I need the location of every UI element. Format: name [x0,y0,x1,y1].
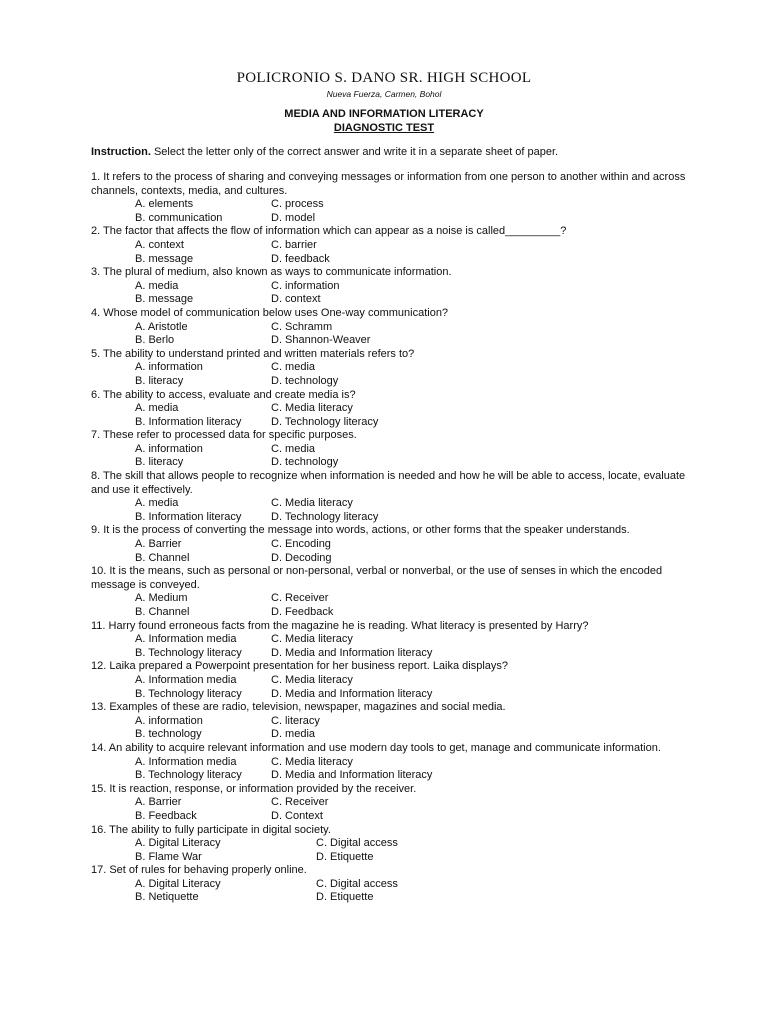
question-text: 13. Examples of these are radio, television, newspaper, magazines and social media. [91,701,506,714]
option-row [91,456,691,470]
option-row [91,688,691,702]
question-item [91,660,691,701]
option-c: C. Media literacy [271,402,353,415]
question-text: 5. The ability to understand printed and written materials refers to? [91,347,415,360]
option-c: C. information [271,279,340,292]
option-a: A. media [135,402,179,415]
option-b: B. Technology literacy [135,769,242,782]
option-c: C. process [271,198,324,211]
option-a: A. context [135,238,184,251]
question-text: 4. Whose model of communication below uses One-way communication? [91,306,449,319]
option-row [91,212,691,226]
option-row [91,592,691,606]
option-b: B. Berlo [135,334,175,347]
option-d: D. technology [271,456,339,469]
option-d: D. Shannon-Weaver [271,334,371,347]
question-text: 9. It is the process of converting the message into words, actions, or other forms that the speaker understands. [91,524,630,537]
option-b: B. Channel [135,551,190,564]
option-a: A. media [135,497,179,510]
option-c: C. Media literacy [271,755,353,768]
option-d: D. media [271,728,316,741]
question-item [91,171,691,225]
option-a: A. Information media [135,633,237,646]
option-row [91,756,691,770]
question-item [91,701,691,742]
question-text: 12. Laika prepared a Powerpoint presentation for her business report. Laika displays? [91,660,509,673]
option-a: A. information [135,442,203,455]
subject-title: MEDIA AND INFORMATION LITERACY [284,108,484,120]
option-row [91,375,691,389]
option-row [91,891,691,905]
option-c: C. Media literacy [271,633,353,646]
option-row [91,280,691,294]
option-d: D. Media and Information literacy [271,646,433,659]
option-b: B. literacy [135,456,184,469]
option-a: A. information [135,714,203,727]
option-d: D. Feedback [271,606,334,618]
option-b: B. Netiquette [135,891,199,904]
question-text: 17. Set of rules for behaving properly online. [91,864,307,877]
question-item [91,783,691,824]
option-b: B. Information literacy [135,510,242,523]
option-row [91,851,691,865]
option-c: C. media [271,361,316,374]
option-d: D. technology [271,374,339,387]
option-c: C. Digital access [316,837,398,850]
option-row [91,769,691,783]
question-item [91,389,691,430]
option-d: D. Etiquette [316,850,374,863]
question-item [91,429,691,470]
option-row [91,538,691,552]
option-row [91,361,691,375]
option-b: B. Feedback [135,809,197,822]
option-a: A. elements [135,198,194,211]
option-row [91,606,691,620]
instruction [91,146,691,158]
option-row [91,293,691,307]
option-a: A. Medium [135,592,188,605]
question-text: 1. It refers to the process of sharing and conveying messages or information from one person to another within and across channels, contexts, media, and cultures. [91,171,686,197]
question-text: 11. Harry found erroneous facts from the magazine he is reading. What literacy is presented by Harry? [91,619,589,632]
option-a: A. information [135,361,203,374]
option-row [91,511,691,525]
instruction-text: Select the letter only of the correct answer and write it in a separate sheet of paper. [150,146,559,158]
option-b: B. Channel [135,606,190,618]
option-a: A. media [135,279,179,292]
option-b: B. Technology literacy [135,687,242,700]
option-row [91,796,691,810]
option-row [91,674,691,688]
option-d: D. context [271,293,321,306]
question-text: 8. The skill that allows people to recognize when information is needed and how he will be able to access, locate, evaluate and use it effectively. [91,470,686,496]
option-row [91,416,691,430]
question-text: 3. The plural of medium, also known as ways to communicate information. [91,266,452,279]
option-c: C. barrier [271,238,317,251]
option-c: C. literacy [271,714,320,727]
question-text: 10. It is the means, such as personal or non-personal, verbal or nonverbal, or the use of senses in which the encoded message is conveyed. [91,565,663,591]
option-row [91,239,691,253]
option-a: A. Barrier [135,796,182,809]
option-d: D. Media and Information literacy [271,769,433,782]
option-a: A. Digital Literacy [135,837,221,850]
question-item [91,307,691,348]
option-c: C. Schramm [271,320,333,333]
option-b: B. Information literacy [135,415,242,428]
option-c: C. Media literacy [271,673,353,686]
option-a: A. Barrier [135,538,182,551]
option-row [91,198,691,212]
option-row [91,810,691,824]
option-b: B. Flame War [135,850,202,863]
question-text: 16. The ability to fully participate in digital society. [91,823,331,836]
option-c: C. media [271,442,316,455]
option-row [91,334,691,348]
option-row [91,253,691,267]
option-b: B. communication [135,211,223,224]
question-item [91,524,691,565]
option-c: C. Digital access [316,877,398,890]
question-item [91,266,691,307]
question-item [91,620,691,661]
option-row [91,837,691,851]
option-b: B. literacy [135,374,184,387]
option-a: A. Digital Literacy [135,877,221,890]
option-d: D. model [271,211,316,224]
option-row [91,321,691,335]
option-b: B. message [135,252,194,265]
option-c: C. Encoding [271,538,331,551]
question-item [91,864,691,905]
option-d: D. Decoding [271,551,332,564]
question-item [91,348,691,389]
option-d: D. Technology literacy [271,415,379,428]
option-row [91,443,691,457]
question-text: 14. An ability to acquire relevant information and use modern day tools to get, manage and communicate information. [91,741,661,754]
option-row [91,552,691,566]
question-item [91,824,691,865]
question-text: 15. It is reaction, response, or information provided by the receiver. [91,782,417,795]
test-title: DIAGNOSTIC TEST [333,122,435,134]
option-b: B. technology [135,728,202,741]
question-text: 7. These refer to processed data for specific purposes. [91,429,357,442]
option-row [91,647,691,661]
option-a: A. Information media [135,755,237,768]
instruction-label: Instruction. [91,146,151,158]
school-name: POLICRONIO S. DANO SR. HIGH SCHOOL [236,70,532,86]
option-c: C. Receiver [271,796,329,809]
option-d: D. Technology literacy [271,510,379,523]
option-a: A. Aristotle [135,320,188,333]
option-row [91,878,691,892]
option-row [91,715,691,729]
question-item [91,742,691,783]
option-row [91,728,691,742]
school-address: Nueva Fuerza, Carmen, Bohol [326,89,442,99]
option-row [91,633,691,647]
option-d: D. Etiquette [316,891,374,904]
question-text: 6. The ability to access, evaluate and create media is? [91,388,356,401]
option-c: C. Media literacy [271,497,353,510]
question-item [91,225,691,266]
option-b: B. message [135,293,194,306]
question-item [91,470,691,524]
option-d: D. feedback [271,252,330,265]
option-b: B. Technology literacy [135,646,242,659]
question-text: 2. The factor that affects the flow of information which can appear as a noise is called_________? [91,225,567,238]
option-a: A. Information media [135,673,237,686]
option-c: C. Receiver [271,592,329,605]
option-d: D. Context [271,809,323,822]
option-row [91,497,691,511]
option-d: D. Media and Information literacy [271,687,433,700]
question-list [91,171,691,905]
question-item [91,565,691,619]
option-row [91,402,691,416]
